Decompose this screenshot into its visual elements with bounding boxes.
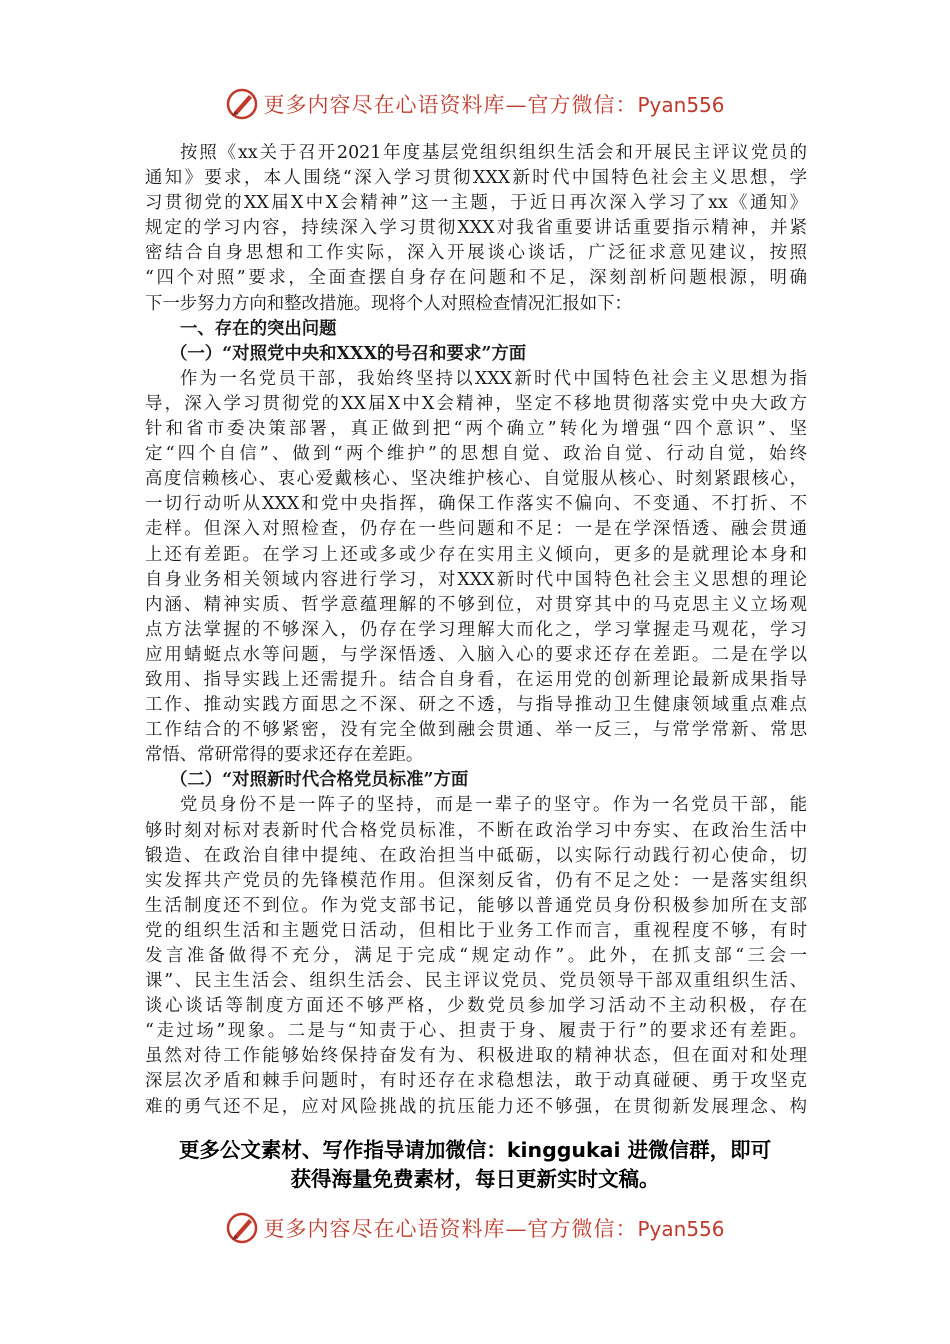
text-line: 导，深入学习贯彻党的XX届X中X会精神，坚定不移地贯彻落实党中央大政方 (145, 393, 807, 414)
text-line: “四个对照”要求，全面查摆自身存在问题和不足，深刻剖析问题根源，明确 (145, 268, 807, 289)
text-line: “走过场”现象。二是与“知责于心、担责于身、履责于行”的要求还有差距。 (145, 1021, 807, 1042)
footer-watermark-text: 更多内容尽在心语资料库—官方微信：Pyan556 (263, 1217, 725, 1241)
subsection-heading-2: （二）“对照新时代合格党员标准”方面 (170, 770, 469, 791)
text-line: 应用蜻蜓点水等问题，与学深悟透、入脑入心的要求还存在差距。二是在学以 (145, 644, 807, 665)
header-watermark-text: 更多内容尽在心语资料库—官方微信：Pyan556 (263, 93, 725, 117)
text-line: 定“四个自信”、做到“两个维护”的思想自觉、政治自觉、行动自觉，始终 (145, 444, 807, 465)
text-line: 自身业务相关领域内容进行学习，对XXX新时代中国特色社会主义思想的理论 (145, 569, 807, 590)
text-line: 工作结合的不够紧密，没有完全做到融会贯通、举一反三，与常学常新、常思 (145, 720, 807, 741)
paragraph-1 (145, 367, 807, 769)
text-line: 规定的学习内容，持续深入学习贯彻XXX对我省重要讲话重要指示精神，并紧 (145, 218, 807, 239)
text-line: 针和省市委决策部署，真正做到把“两个确立”转化为增强“四个意识”、坚 (145, 419, 807, 440)
pen-logo-icon (225, 1211, 259, 1245)
text-line: 上还有差距。在学习上还或多或少存在实用主义倾向，更多的是就理论本身和 (145, 544, 807, 565)
text-line: 内涵、精神实质、哲学意蕴理解的不够到位，对贯穿其中的马克思主义立场观 (145, 594, 807, 615)
text-line: 实发挥共产党员的先锋模范作用。但深刻反省，仍有不足之处：一是落实组织 (145, 870, 807, 891)
text-line: 锻造、在政治自律中提纯、在政治担当中砥砺，以实际行动践行初心使命，切 (145, 845, 807, 866)
text-line: 下一步努力方向和整改措施。现将个人对照检查情况汇报如下： (145, 293, 632, 314)
footer-watermark (0, 1208, 950, 1248)
promo-notice (0, 1136, 950, 1194)
text-line: 工作、推动实践方面思之不深、研之不透，与指导推动卫生健康领域重点难点 (145, 695, 807, 716)
intro-paragraph (145, 141, 807, 317)
subsection-heading-1: （一）“对照党中央和XXX的号召和要求”方面 (170, 343, 527, 364)
text-line: 密结合自身思想和工作实际，深入开展谈心谈话，广泛征求意见建议，按照 (145, 243, 807, 264)
text-line: 走样。但深入对照检查，仍存在一些问题和不足：一是在学深悟透、融会贯通 (145, 519, 807, 540)
text-line: 党员身份不是一阵子的坚持，而是一辈子的坚守。作为一名党员干部，能 (180, 795, 807, 816)
text-line: 一切行动听从XXX和党中央指挥，确保工作落实不偏向、不变通、不打折、不 (145, 494, 807, 515)
paragraph-2 (145, 793, 807, 1119)
text-line: 虽然对待工作能够始终保持奋发有为、积极进取的精神状态，但在面对和处理 (145, 1046, 807, 1067)
text-line: 致用、指导实践上还需提升。结合自身看，在运用党的创新理论最新成果指导 (145, 669, 807, 690)
document-body (145, 141, 807, 1120)
section-heading: 一、存在的突出问题 (180, 318, 337, 339)
promo-line-1: 更多公文素材、写作指导请加微信：kinggukai 进微信群，即可 (178, 1138, 772, 1162)
text-line: 点方法掌握的不够深入，仍存在学习理解大而化之，学习掌握走马观花，学习 (145, 619, 807, 640)
text-line: 常悟、常研常得的要求还存在差距。 (145, 745, 424, 766)
text-line: 生活制度还不到位。作为党支部书记，能够以普通党员身份积极参加所在支部 (145, 895, 807, 916)
text-line: 高度信赖核心、衷心爱戴核心、坚决维护核心、自觉服从核心、时刻紧跟核心， (145, 469, 807, 490)
text-line: 通知》要求，本人围绕“深入学习贯彻XXX新时代中国特色社会主义思想，学 (145, 168, 807, 189)
text-line: 谈心谈话等制度方面还不够严格，少数党员参加学习活动不主动积极，存在 (145, 996, 807, 1017)
text-line: 够时刻对标对表新时代合格党员标准，不断在政治学习中夯实、在政治生活中 (145, 820, 807, 841)
text-line: 党的组织生活和主题党日活动，但相比于业务工作而言，重视程度不够，有时 (145, 920, 807, 941)
text-line: 课”、民主生活会、组织生活会、民主评议党员、党员领导干部双重组织生活、 (145, 971, 807, 992)
promo-line-2: 获得海量免费素材，每日更新实时文稿。 (290, 1167, 660, 1191)
pen-logo-icon (225, 87, 259, 121)
text-line: 发言准备做得不充分，满足于完成“规定动作”。此外，在抓支部“三会一 (145, 946, 807, 966)
text-line: 难的勇气还不足，应对风险挑战的抗压能力还不够强，在贯彻新发展理念、构 (145, 1096, 807, 1117)
text-line: 按照《xx关于召开2021年度基层党组织组织生活会和开展民主评议党员的 (180, 143, 807, 163)
text-line: 习贯彻党的XX届X中X会精神”这一主题，于近日再次深入学习了xx《通知》 (145, 193, 807, 214)
header-watermark (0, 84, 950, 124)
text-line: 深层次矛盾和棘手问题时，有时还存在求稳想法，敢于动真碰硬、勇于攻坚克 (145, 1071, 807, 1092)
text-line: 作为一名党员干部，我始终坚持以XXX新时代中国特色社会主义思想为指 (180, 368, 807, 389)
